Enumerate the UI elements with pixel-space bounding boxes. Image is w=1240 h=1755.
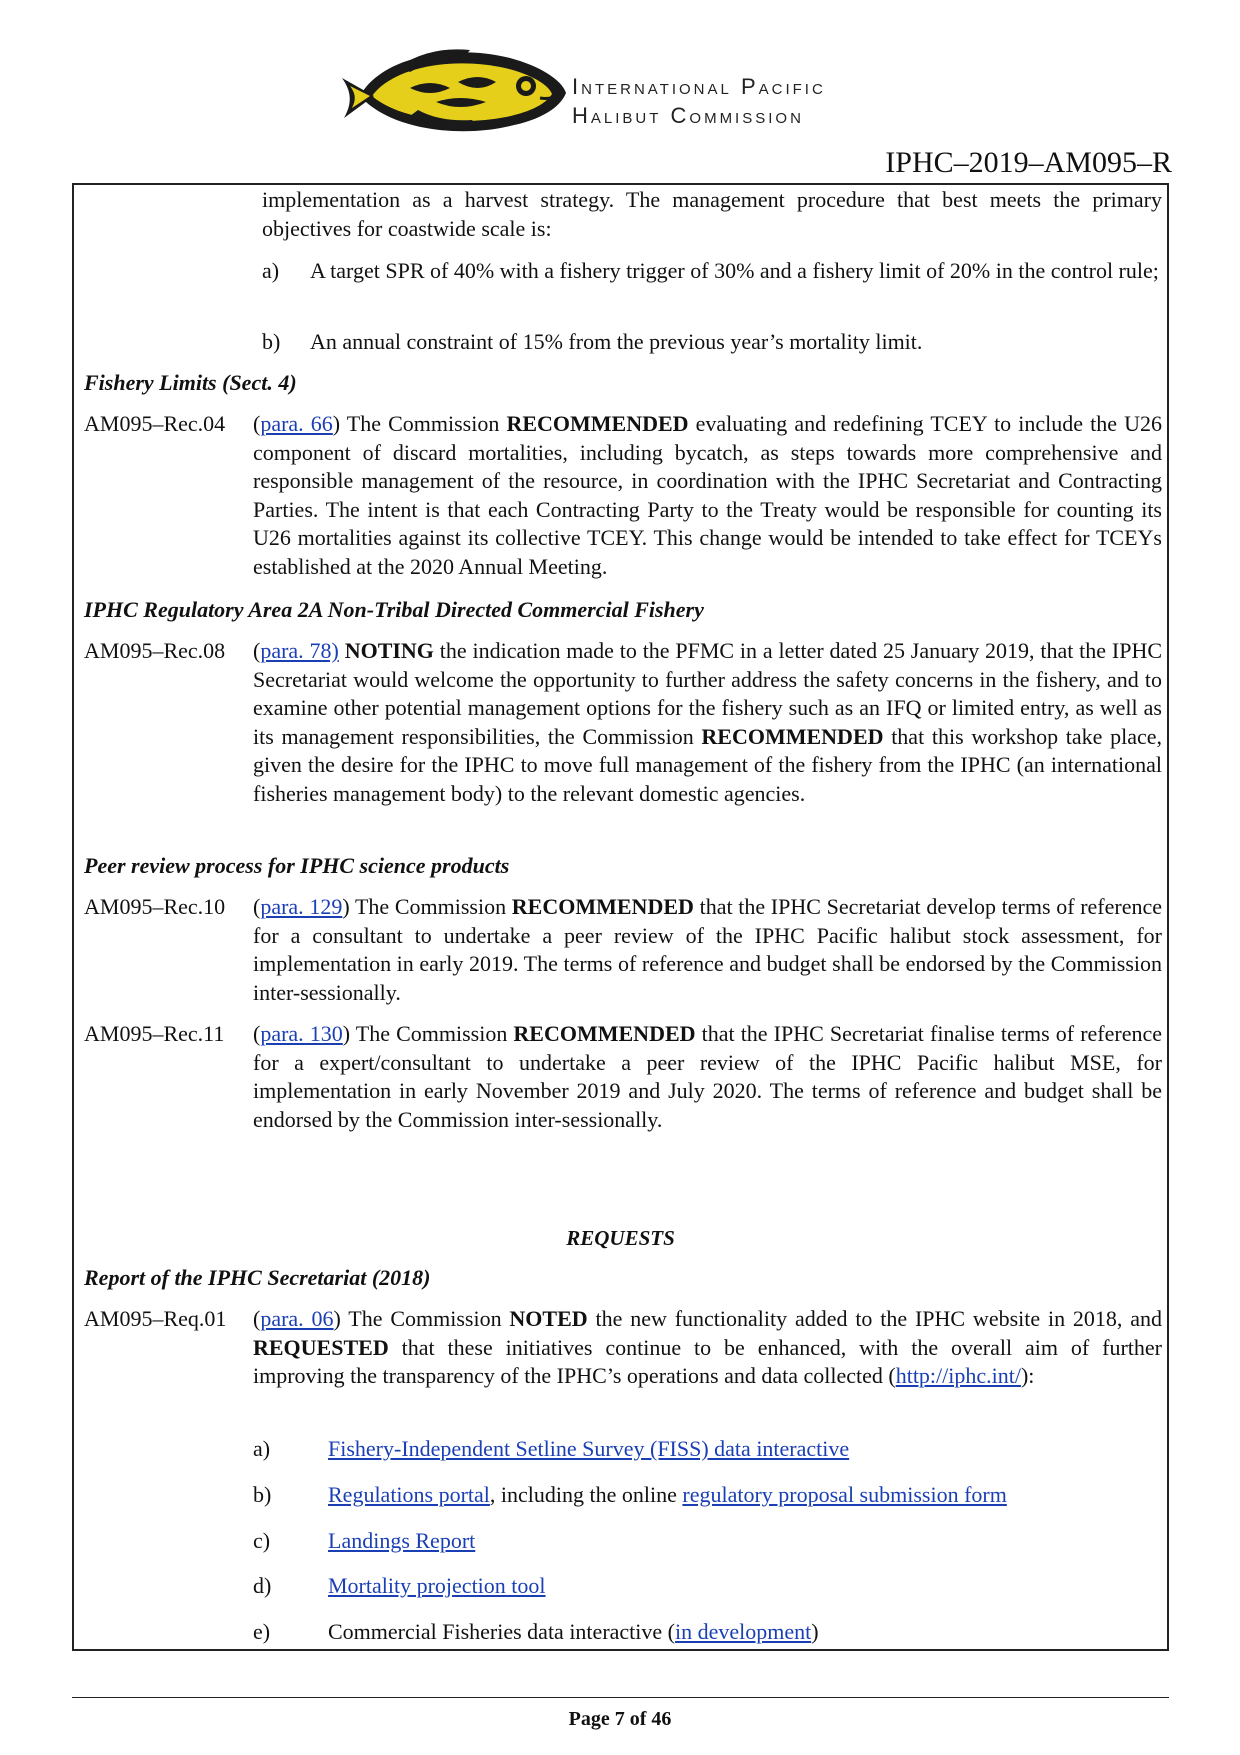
rec08-open-paren: ( (253, 638, 261, 663)
rec08-id: AM095–Rec.08 (84, 638, 226, 663)
in-development-link[interactable]: in development (674, 1619, 812, 1644)
req-item-b (328, 1481, 1007, 1510)
rec11-paragraph (253, 1020, 1162, 1134)
rec11-para-link[interactable]: para. 130 (260, 1021, 343, 1046)
org-line-2: Halibut Commission (572, 103, 804, 128)
req01-open-paren: ( (253, 1306, 261, 1331)
org-line-1: International Pacific (572, 74, 826, 99)
rec11-recommended: RECOMMENDED (513, 1021, 696, 1046)
req01-lead: ) The Commission (333, 1306, 510, 1331)
req-item-a-label: a) (253, 1436, 271, 1461)
landings-report-link[interactable]: Landings Report (328, 1528, 476, 1553)
rec10-text: that the IPHC Secretariat develop terms of reference for a consultant to undertake a peer review of the IPHC Pacific halibut stock assessment, for implementation in early 2019. The terms of reference and budget shall be endorsed by the Commission inter-sessionally. (253, 894, 1163, 1005)
section-heading-fishery-limits: Fishery Limits (Sect. 4) (84, 370, 297, 395)
section-heading-peer-review: Peer review process for IPHC science products (84, 853, 510, 878)
section-heading-secretariat-report: Report of the IPHC Secretariat (2018) (84, 1265, 431, 1290)
page-number: 7 (614, 1708, 625, 1730)
rec04-para-link[interactable]: para. 66 (260, 411, 333, 436)
rec10-open-paren: ( (253, 894, 261, 919)
section-heading-area-2a: IPHC Regulatory Area 2A Non-Tribal Directed Commercial Fishery (84, 597, 704, 622)
fiss-data-interactive-link[interactable]: Fishery-Independent Setline Survey (FISS) data interactive (328, 1436, 850, 1461)
page-footer (0, 1708, 1240, 1731)
intro-item-a-text: A target SPR of 40% with a fishery trigger of 30% and a fishery limit of 20% in the control rule; (310, 258, 1159, 283)
req-item-a (328, 1435, 849, 1464)
rec11-text: that the IPHC Secretariat finalise terms of reference for a expert/consultant to undertake a peer review of the IPHC Pacific halibut MSE, for implementation in early November 2019 and July 2020. The terms of reference and budget shall be endorsed by the Commission inter-sessionally. (253, 1021, 1163, 1132)
rec04-text: evaluating and redefining TCEY to include the U26 component of discard mortalities, including bycatch, as steps towards more comprehensive and responsible management of the resource, in coordination with the IPHC Secretariat and Contracting Parties. The intent is that each Contracting Party to the Treaty would be responsible for counting its U26 mortalities against its collective TCEY. This change would be intended to take effect for TCEYs established at the 2020 Annual Meeting. (253, 411, 1162, 579)
req01-requested: REQUESTED (253, 1334, 389, 1360)
rec04-paragraph (253, 410, 1162, 582)
req01-id: AM095–Req.01 (84, 1306, 227, 1331)
rec04-open-paren: ( (253, 411, 261, 436)
page-header (0, 0, 1240, 180)
req-item-d (328, 1572, 546, 1601)
rec10-para-link[interactable]: para. 129 (260, 894, 343, 919)
req01-text-2: that these initiatives continue to be enhanced, with the overall aim of further improving the transparency of the IPHC’s operations and data collected ( (253, 1334, 1162, 1389)
rec10-lead: ) The Commission (342, 894, 512, 919)
rec04-id: AM095–Rec.04 (84, 411, 226, 436)
req01-noted: NOTED (509, 1306, 588, 1331)
requests-heading: REQUESTS (566, 1226, 675, 1250)
document-id: IPHC–2019–AM095–R (885, 146, 1172, 179)
intro-item-b-label: b) (262, 329, 281, 354)
req-item-e-text: Commercial Fisheries data interactive ( (328, 1619, 675, 1644)
rec11-open-paren: ( (253, 1021, 261, 1046)
req-item-b-text: , including the online (489, 1482, 683, 1507)
intro-paragraph: implementation as a harvest strategy. The management procedure that best meets the primary objectives for coastwide scale is: (262, 187, 1162, 241)
req-item-d-label: d) (253, 1573, 272, 1598)
page-label: Page (568, 1708, 615, 1730)
req01-text-1: the new functionality added to the IPHC website in 2018, and (587, 1306, 1163, 1331)
organization-name (572, 72, 826, 130)
rec10-paragraph (253, 893, 1162, 1007)
page-total: 46 (651, 1708, 672, 1730)
req-item-b-label: b) (253, 1482, 272, 1507)
rec08-text-1: the indication made to the PFMC in a letter dated 25 January 2019, that the IPHC Secretariat would welcome the opportunity to further address the safety concerns in the fishery, and to examine other potential management options for the fishery such as an IFQ or limited entry, as well as its management responsibilities, the Commission (253, 638, 1163, 749)
mortality-projection-tool-link[interactable]: Mortality projection tool (328, 1573, 546, 1598)
req01-paragraph (253, 1305, 1162, 1391)
req-item-c-label: c) (253, 1528, 271, 1553)
rec11-lead: ) The Commission (342, 1021, 514, 1046)
intro-item-a-label: a) (262, 258, 280, 283)
rec04-lead: ) The Commission (332, 411, 507, 436)
req-item-e-label: e) (253, 1619, 271, 1644)
rec10-recommended: RECOMMENDED (511, 894, 694, 919)
req-item-e-close: ) (811, 1619, 819, 1644)
req01-para-link[interactable]: para. 06 (260, 1306, 334, 1331)
iphc-website-link[interactable]: http://iphc.int/ (895, 1363, 1021, 1389)
intro-item-b-text: An annual constraint of 15% from the previous year’s mortality limit. (310, 329, 923, 354)
req01-close: ): (1020, 1363, 1035, 1389)
rec11-id: AM095–Rec.11 (84, 1021, 225, 1046)
regulatory-proposal-form-link[interactable]: regulatory proposal submission form (682, 1482, 1007, 1507)
rec08-recommended: RECOMMENDED (701, 723, 884, 749)
rec08-paragraph (253, 637, 1162, 809)
req-item-e (328, 1618, 819, 1647)
rec08-para-link[interactable]: para. 78) (260, 638, 339, 663)
page-of: of (624, 1708, 652, 1730)
rec08-noting: NOTING (344, 638, 434, 663)
rec08-text-2: that this workshop take place, given the desire for the IPHC to move full management of the fishery from the IPHC (an international fisheries management body) to the relevant domestic agencies. (253, 723, 1162, 806)
req-item-c (328, 1527, 475, 1556)
rec04-recommended: RECOMMENDED (506, 411, 689, 436)
footer-divider (72, 1697, 1169, 1698)
halibut-logo-icon (340, 38, 570, 142)
rec10-id: AM095–Rec.10 (84, 894, 226, 919)
regulations-portal-link[interactable]: Regulations portal (328, 1482, 490, 1507)
